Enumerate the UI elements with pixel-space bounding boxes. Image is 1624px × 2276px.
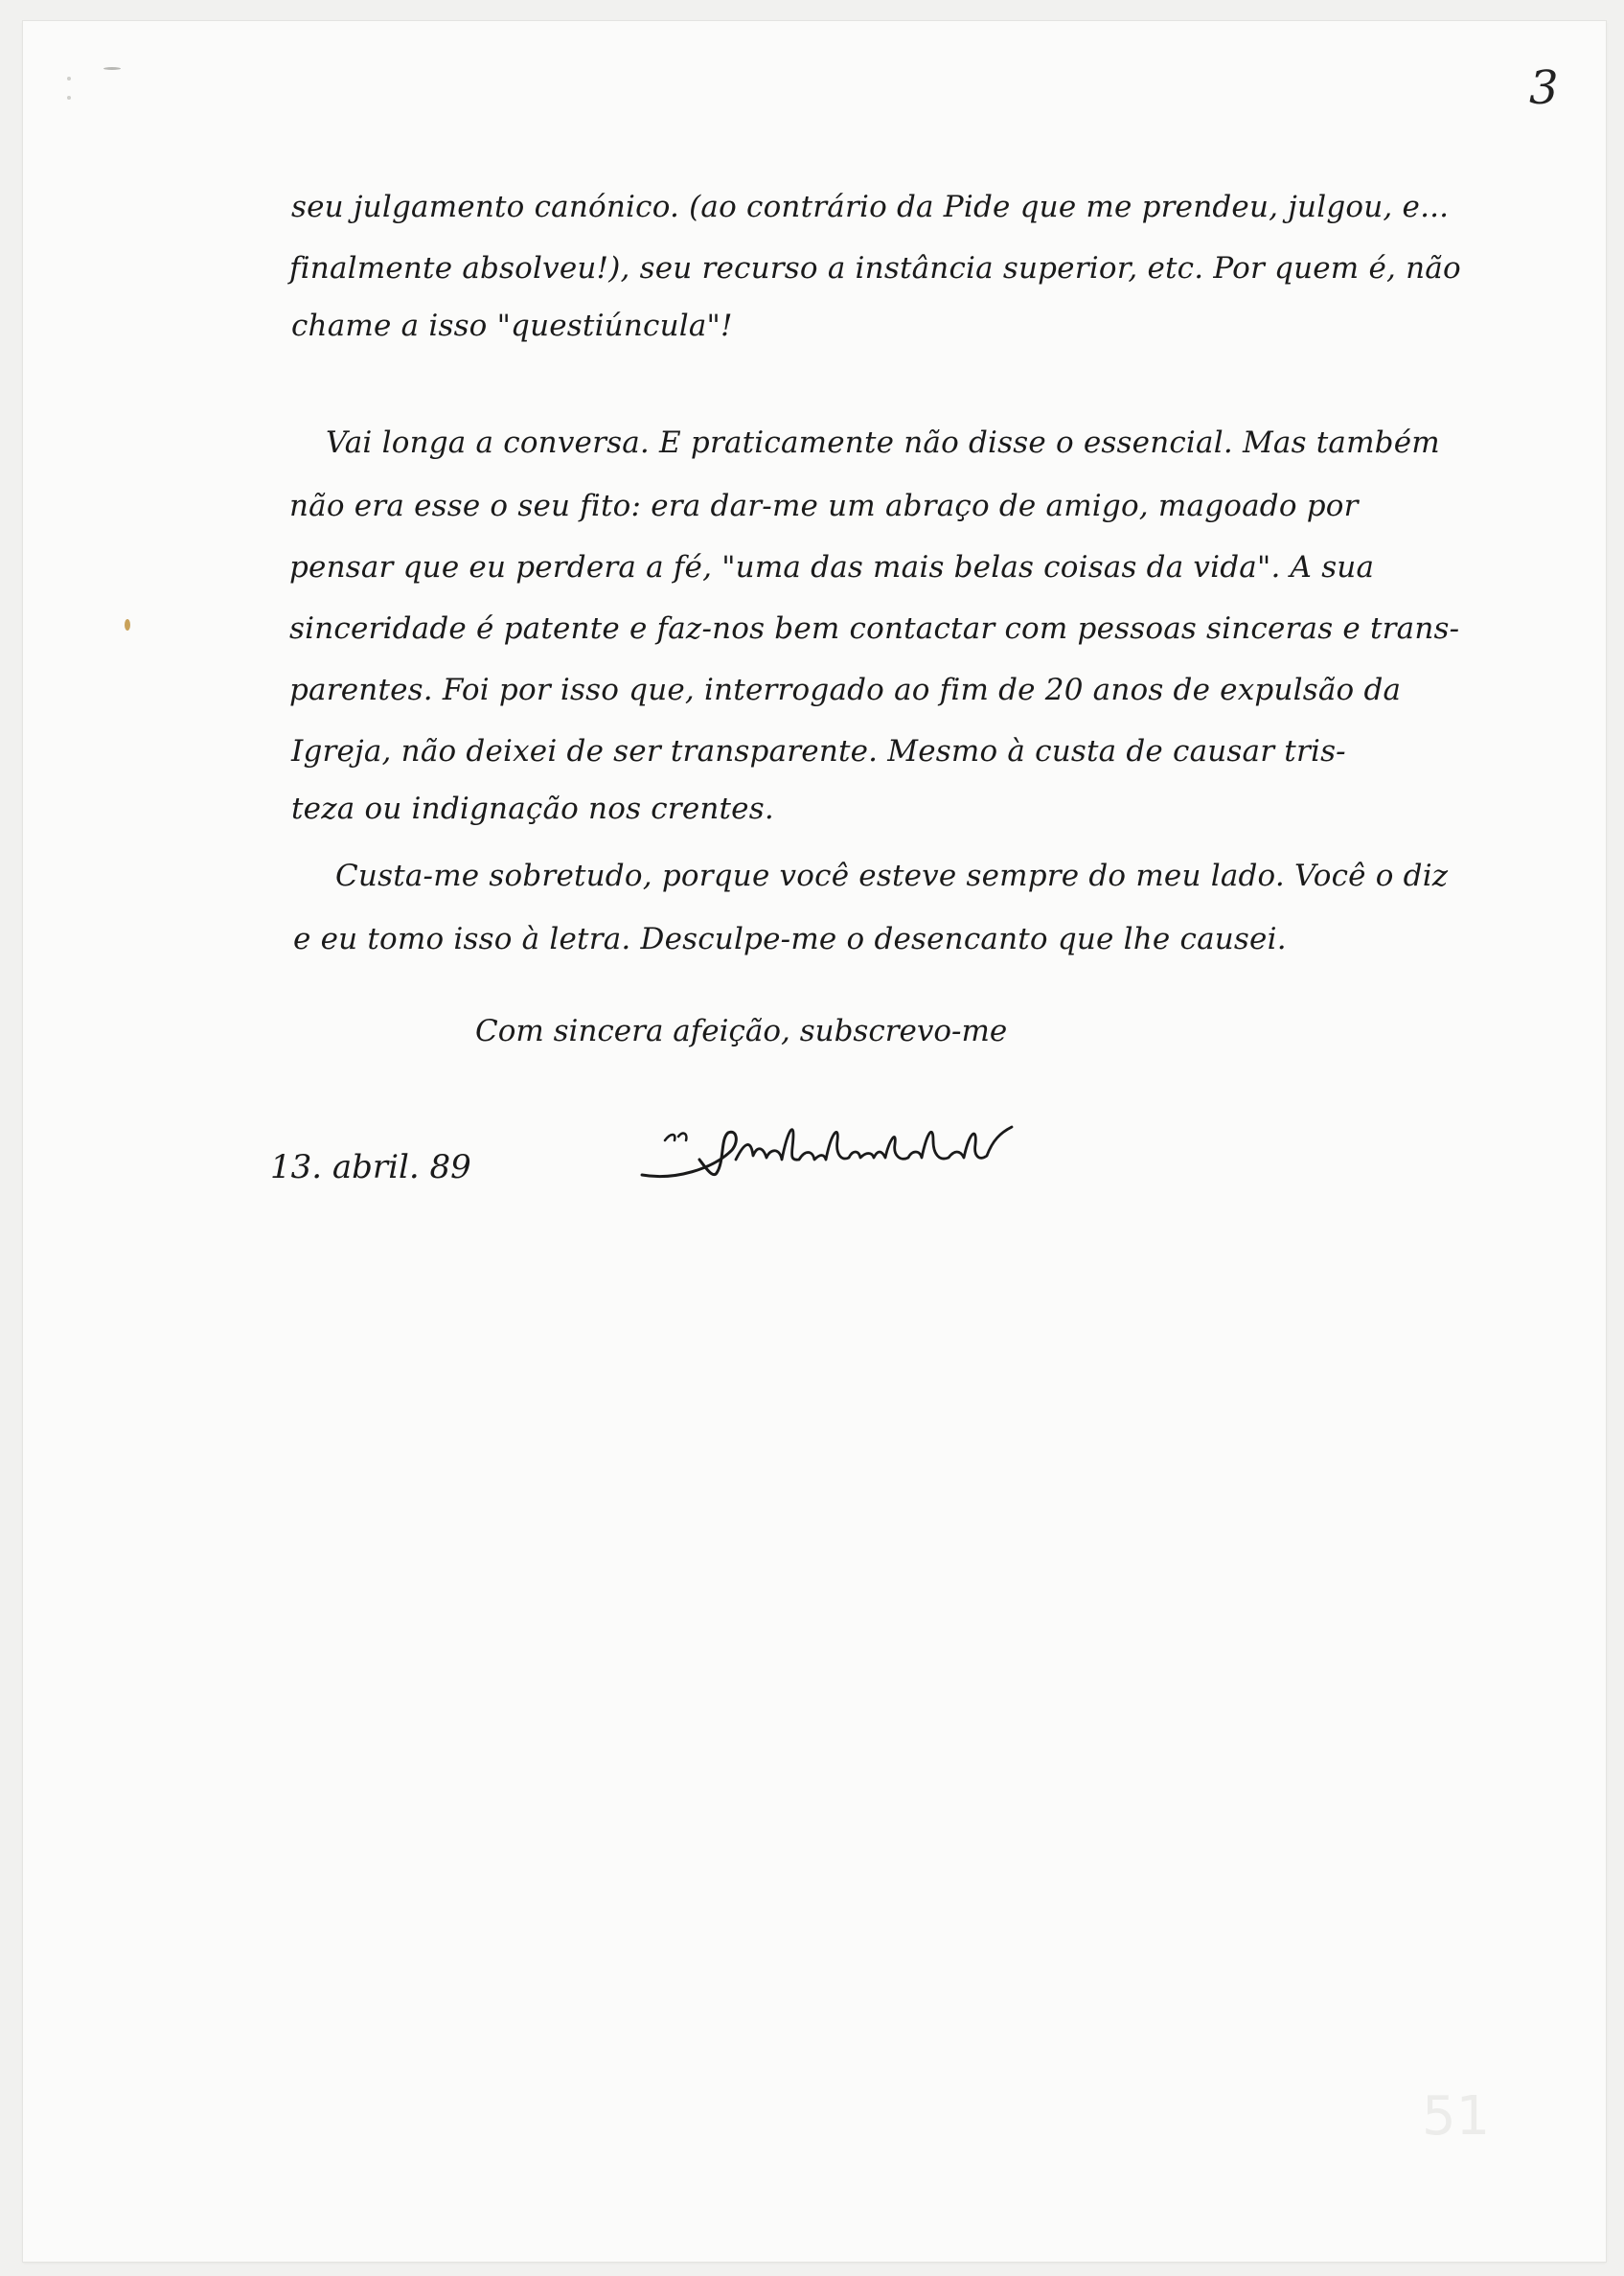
letter-line-7: sinceridade é patente e faz-nos bem contactar com pessoas sinceras e trans- <box>289 611 1460 646</box>
letter-date: 13. abril. 89 <box>270 1148 471 1186</box>
paper-speck-top-2 <box>67 96 71 100</box>
letter-line-5: não era esse o seu fito: era dar-me um abraço de amigo, magoado por <box>289 489 1359 523</box>
letter-line-3: chame a isso "questiúncula"! <box>291 309 733 343</box>
letter-line-11: Custa-me sobretudo, porque você esteve sempre do meu lado. Você o diz <box>335 859 1449 893</box>
letter-line-10: teza ou indignação nos crentes. <box>291 792 774 826</box>
paper-speck-top <box>67 77 71 80</box>
letter-line-8: parentes. Foi por isso que, interrogado ao fim de 20 anos de expulsão da <box>289 673 1402 707</box>
letter-line-2: finalmente absolveu!), seu recurso a instância superior, etc. Por quem é, não <box>289 251 1461 286</box>
letter-closing: Com sincera afeição, subscrevo-me <box>475 1014 1008 1048</box>
letter-line-4: Vai longa a conversa. E praticamente não disse o essencial. Mas também <box>326 425 1440 460</box>
letter-line-12: e eu tomo isso à letra. Desculpe-me o desencanto que lhe causei. <box>293 922 1287 956</box>
letter-line-9: Igreja, não deixei de ser transparente. Mesmo à custa de causar tris- <box>291 734 1346 769</box>
letter-line-1: seu julgamento canónico. (ao contrário da Pide que me prendeu, julgou, e... <box>291 190 1450 224</box>
paper-speck-top-3 <box>103 67 121 70</box>
page-number: 3 <box>1529 61 1559 115</box>
paper-speck-left <box>125 619 130 631</box>
archive-stamp-number: 51 <box>1422 2085 1491 2148</box>
handwritten-signature <box>636 1112 1058 1188</box>
letter-line-6: pensar que eu perdera a fé, "uma das mais belas coisas da vida". A sua <box>289 550 1375 585</box>
